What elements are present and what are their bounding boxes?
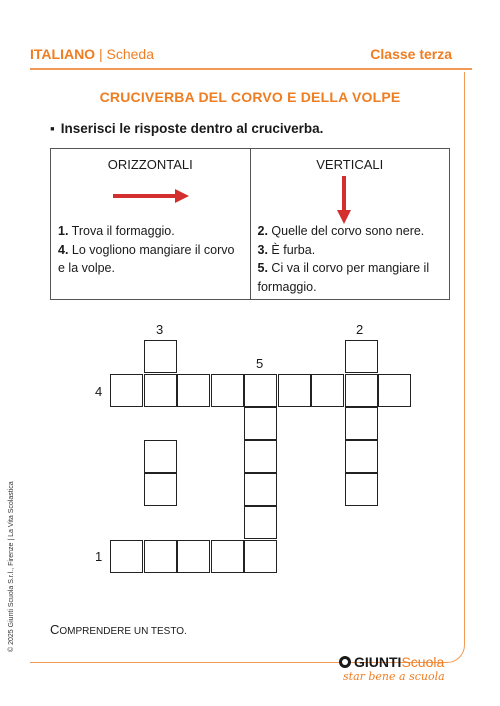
footer-label: COMPRENDERE UN TESTO. xyxy=(50,622,187,637)
clue-item: 1. Trova il formaggio. xyxy=(58,224,175,238)
bullet-icon: ▪ xyxy=(50,121,55,136)
crossword-cell[interactable] xyxy=(144,374,177,407)
crossword-cell[interactable] xyxy=(244,440,277,473)
crossword-cell[interactable] xyxy=(110,540,143,573)
logo-brand: GIUNTI xyxy=(354,654,402,670)
vertical-heading: VERTICALI xyxy=(316,157,384,172)
page-title: CRUCIVERBA DEL CORVO E DELLA VOLPE xyxy=(99,89,401,105)
sheet-label: Scheda xyxy=(106,46,154,62)
instruction-text: Inserisci le risposte dentro al cruciverba. xyxy=(60,121,324,136)
clue-item: 4. Lo vogliono mangiare il corvo e la volpe. xyxy=(58,242,235,275)
clue-number-1: 1 xyxy=(95,549,103,564)
clue-item: 3. È furba. xyxy=(257,242,316,257)
copyright-notice: © 2025 Giunti Scuola S.r.l., Firenze | La Vita Scolastica xyxy=(8,481,15,652)
crossword-cell[interactable] xyxy=(110,374,143,407)
crossword-cell[interactable] xyxy=(211,540,244,573)
logo-tagline: star bene a scuola xyxy=(343,670,445,683)
crossword-cell[interactable] xyxy=(345,440,378,473)
crossword-cell[interactable] xyxy=(177,374,210,407)
subject-label: ITALIANO xyxy=(30,46,96,62)
giunti-logo-icon xyxy=(339,656,351,668)
clue-item: 2. Quelle del corvo sono nere. xyxy=(257,224,425,238)
crossword-cell[interactable] xyxy=(345,374,378,407)
logo-brand-suffix: Scuola xyxy=(401,654,445,670)
crossword-cell[interactable] xyxy=(244,506,277,539)
clue-number-2: 2 xyxy=(356,322,364,337)
publisher-logo xyxy=(339,654,454,688)
crossword-cell[interactable] xyxy=(244,473,277,506)
header-separator: | xyxy=(98,46,103,62)
crossword-cell[interactable] xyxy=(378,374,411,407)
clue-item: 5. Ci va il corvo per mangiare il formaggio. xyxy=(257,261,430,294)
crossword-cell[interactable] xyxy=(144,473,177,506)
crossword-cell[interactable] xyxy=(244,407,277,440)
crossword-cell[interactable] xyxy=(211,374,244,407)
clue-number-4: 4 xyxy=(95,384,103,399)
crossword-cell[interactable] xyxy=(144,440,177,473)
crossword-cell[interactable] xyxy=(244,540,277,573)
clue-number-3: 3 xyxy=(156,322,164,337)
horizontal-heading: ORIZZONTALI xyxy=(107,157,193,172)
grade-label: Classe terza xyxy=(370,46,452,62)
crossword-cell[interactable] xyxy=(345,340,378,373)
crossword-cell[interactable] xyxy=(144,540,177,573)
crossword-cell[interactable] xyxy=(311,374,344,407)
crossword-cell[interactable] xyxy=(278,374,311,407)
clue-number-5: 5 xyxy=(256,356,264,371)
crossword-cell[interactable] xyxy=(144,340,177,373)
crossword-cell[interactable] xyxy=(345,473,378,506)
crossword-cell[interactable] xyxy=(177,540,210,573)
crossword-cell[interactable] xyxy=(345,407,378,440)
crossword-cell[interactable] xyxy=(244,374,277,407)
